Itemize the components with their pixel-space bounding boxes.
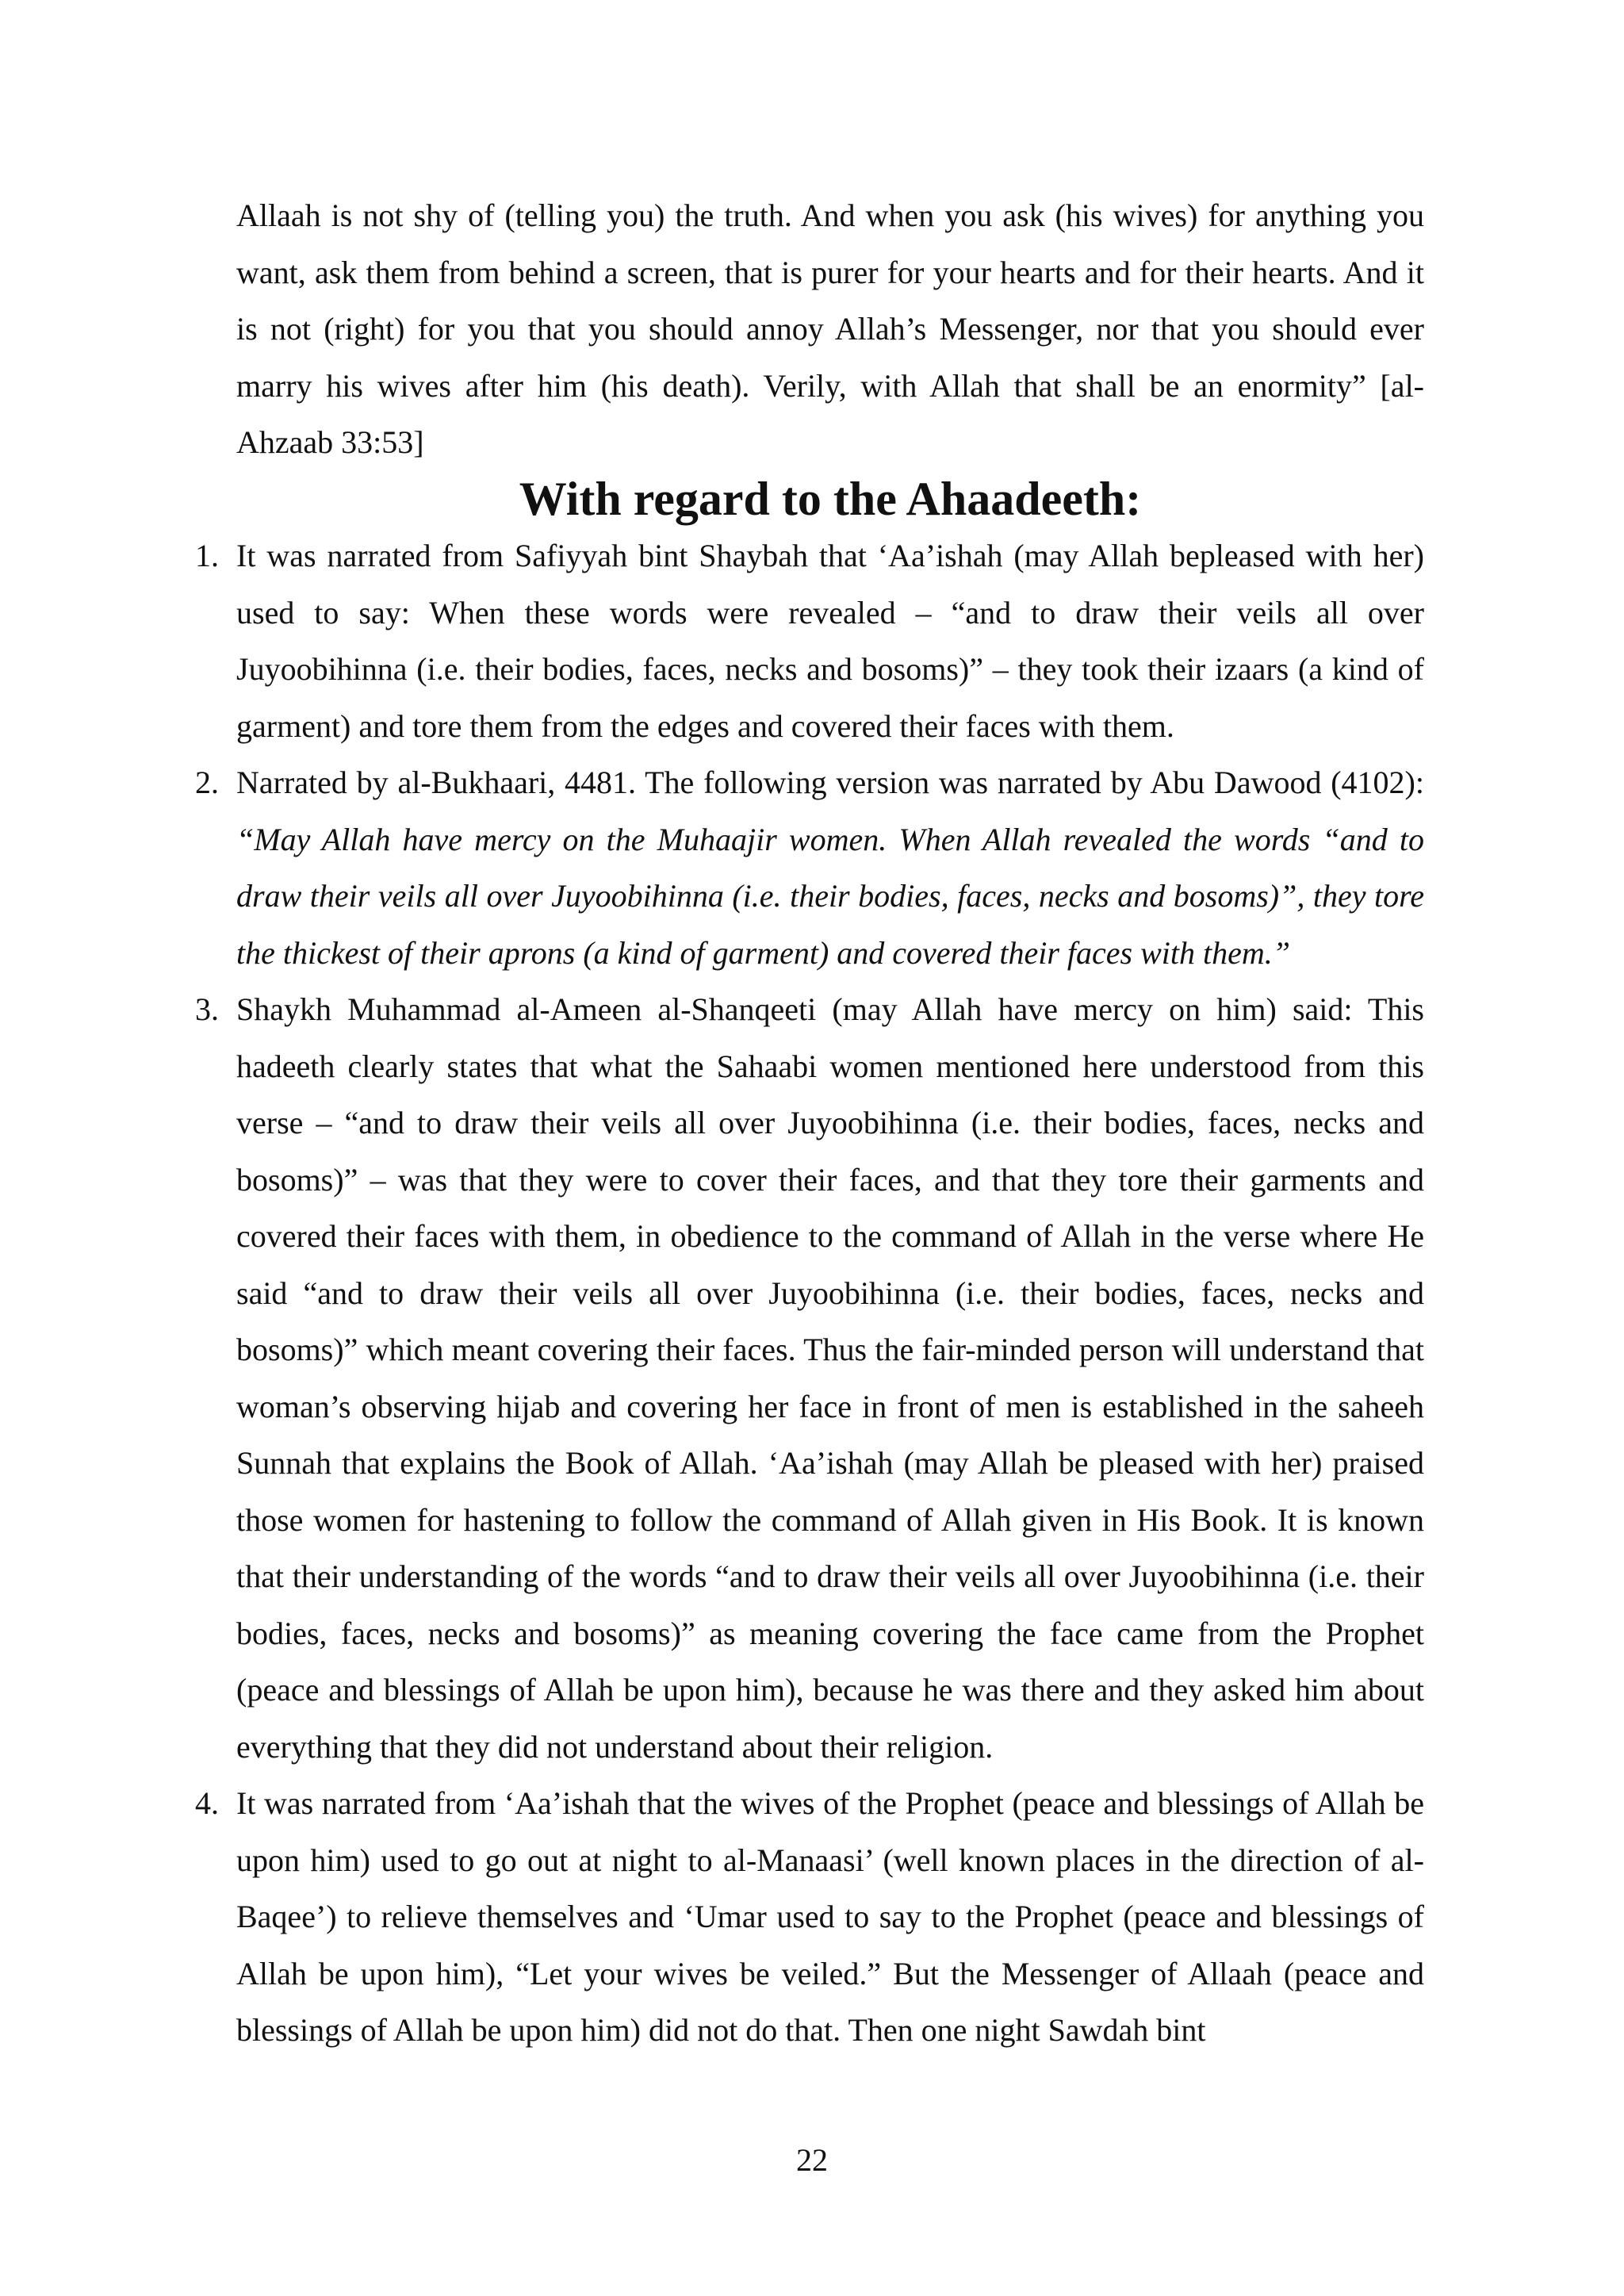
list-item-number: 1. [195, 538, 219, 573]
numbered-list [195, 527, 1424, 2059]
list-item-number: 3. [195, 991, 219, 1027]
section-heading: With regard to the Ahaadeeth: [519, 472, 1142, 525]
list-item [195, 527, 1424, 754]
list-item-number: 4. [195, 1785, 219, 1821]
page-number: 22 [796, 2142, 828, 2178]
list-item-text: Shaykh Muhammad al-Ameen al-Shanqeeti (may Allah have mercy on him) said: This hadeeth clearly states that what the Sahaabi women mentioned here understood from this verse – “and to draw their veils all over Juyoobihinna (i.e. their bodies, faces, necks and bosoms)” – was that they were to cover their faces, and that they tore their garments and covered their faces with them, in obedience to the command of Allah in the verse where He said “and to draw their veils all over Juyoobihinna (i.e. their bodies, faces, necks and bosoms)” which meant covering their faces. Thus the fair-minded person will understand that woman’s observing hijab and covering her face in front of men is established in the saheeh Sunnah that explains the Book of Allah. ‘Aa’ishah (may Allah be pleased with her) praised those women for hastening to follow the command of Allah given in His Book. It is known that their understanding of the words “and to draw their veils all over Juyoobihinna (i.e. their bodies, faces, necks and bosoms)” as meaning covering the face came from the Prophet (peace and blessings of Allah be upon him), because he was there and they asked him about everything that they did not understand about their religion. [236, 991, 1424, 1765]
list-item-text: Narrated by al-Bukhaari, 4481. The following version was narrated by Abu Dawood (4102): [236, 765, 1424, 800]
list-item-text: It was narrated from Safiyyah bint Shaybah that ‘Aa’ishah (may Allah bepleased with her) used to say: When these words were revealed – “and to draw their veils all over Juyoobihinna (i.e. their bodies, faces, necks and bosoms)” – they took their izaars (a kind of garment) and tore them from the edges and covered their faces with them. [236, 538, 1424, 744]
list-item-number: 2. [195, 765, 219, 800]
list-item [195, 1775, 1424, 2059]
main-text [195, 187, 1424, 2059]
list-item-quote: “May Allah have mercy on the Muhaajir women. When Allah revealed the words “and to draw their veils all over Juyoobihinna (i.e. their bodies, faces, necks and bosoms)”, they tore the thickest of their aprons (a kind of garment) and covered their faces with them.” [236, 821, 1424, 971]
intro-paragraph: Allaah is not shy of (telling you) the truth. And when you ask (his wives) for anything you want, ask them from behind a screen, that is purer for your hearts and for their hearts. And it is not (right) for you that you should annoy Allah’s Messenger, nor that you should ever marry his wives after him (his death). Verily, with Allah that shall be an enormity” [al-Ahzaab 33:53] [236, 197, 1424, 460]
list-item [195, 981, 1424, 1775]
list-item [195, 754, 1424, 981]
list-item-text: It was narrated from ‘Aa’ishah that the wives of the Prophet (peace and blessings of Allah be upon him) used to go out at night to al-Manaasi’ (well known places in the direction of al-Baqee’) to relieve themselves and ‘Umar used to say to the Prophet (peace and blessings of Allah be upon him), “Let your wives be veiled.” But the Messenger of Allaah (peace and blessings of Allah be upon him) did not do that. Then one night Sawdah bint [236, 1785, 1424, 2048]
